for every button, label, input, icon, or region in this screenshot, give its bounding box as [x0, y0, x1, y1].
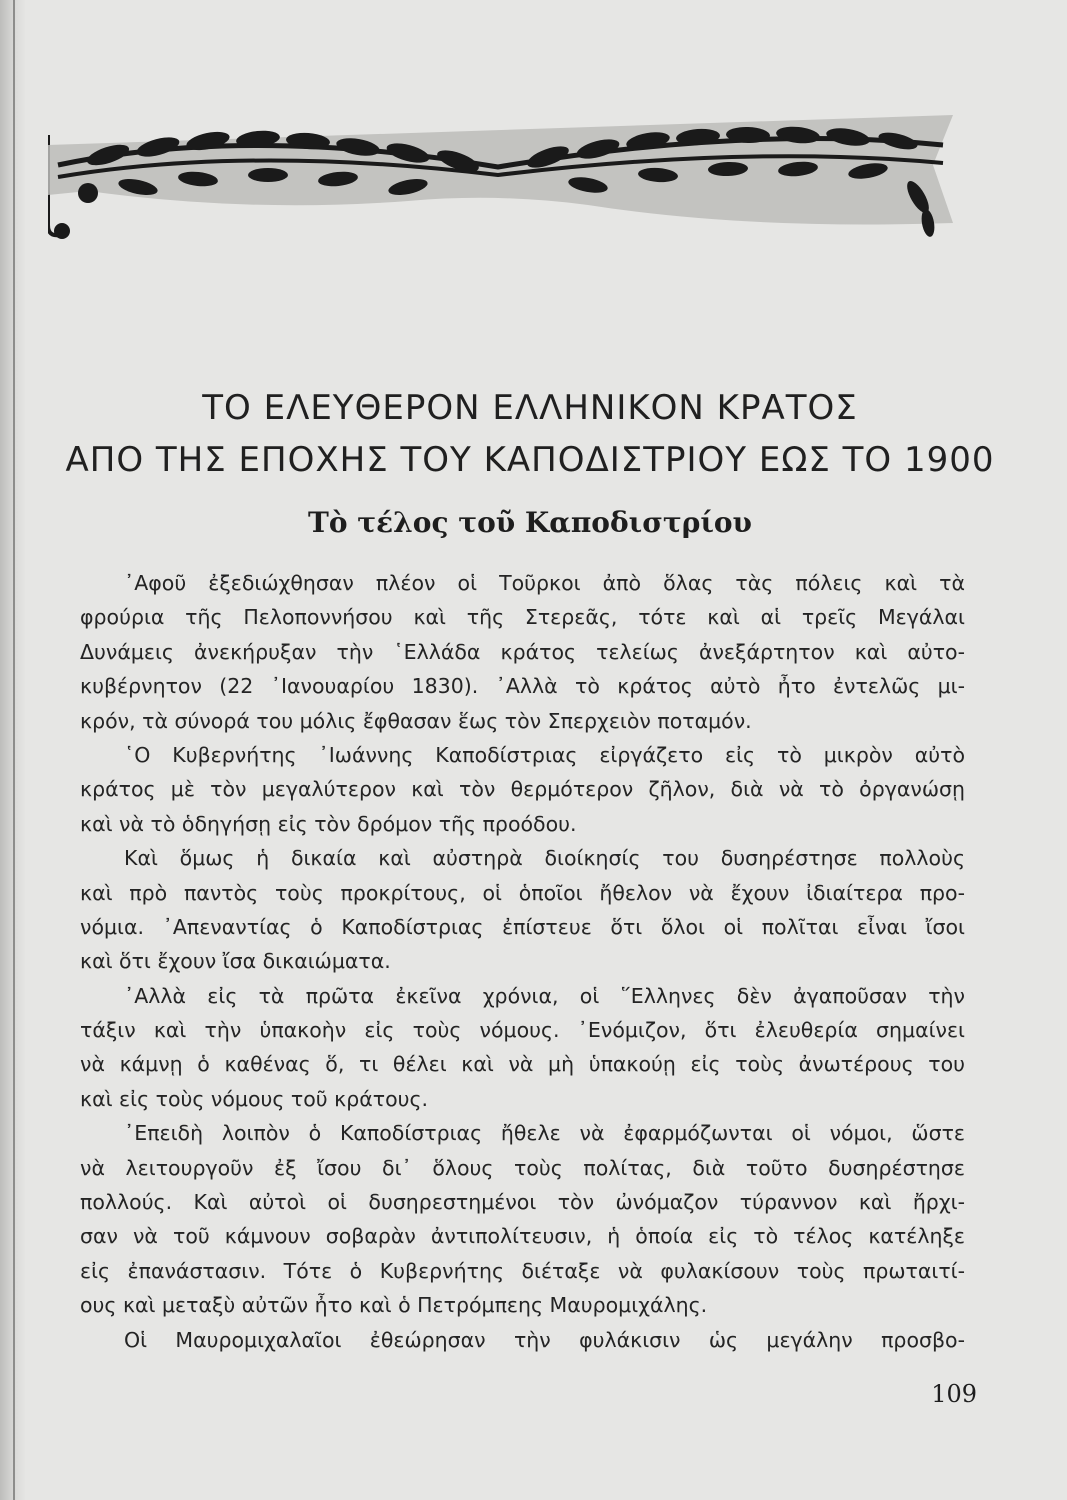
- chapter-title-line-1: ΤΟ ΕΛΕΥΘΕΡΟΝ ΕΛΛΗΝΙΚΟΝ ΚΡΑΤΟΣ: [202, 388, 858, 428]
- text-line: νὰ κάμνῃ ὁ καθένας ὅ, τι θέλει καὶ νὰ μὴ ὑπακούῃ εἰς τοὺς ἀνωτέρους του: [80, 1052, 965, 1077]
- text-line: κράτος μὲ τὸν μεγαλύτερον καὶ τὸν θερμότερον ζῆλον, διὰ νὰ τὸ ὀργανώσῃ: [80, 777, 965, 802]
- section-subtitle: Τὸ τέλος τοῦ Καποδιστρίου: [308, 506, 752, 539]
- body-text: [80, 566, 965, 1357]
- text-line: εἰς ἐπανάστασιν. Τότε ὁ Κυβερνήτης διέταξε νὰ φυλακίσουν τοὺς πρωταιτί-: [80, 1258, 965, 1283]
- binding-line: [13, 0, 15, 1500]
- text-line: Δυνάμεις ἀνεκήρυξαν τὴν ῾Ελλάδα κράτος τελείως ἀνεξάρτητον καὶ αὐτο-: [80, 639, 965, 664]
- text-line: Καὶ ὅμως ἡ δικαία καὶ αὐστηρὰ διοίκησίς του δυσηρέστησε πολλοὺς: [124, 846, 965, 871]
- text-line: σαν νὰ τοῦ κάμνουν σοβαρὰν ἀντιπολίτευσιν, ἡ ὁποία εἰς τὸ τέλος κατέληξε: [80, 1224, 965, 1249]
- text-line: Οἱ Μαυρομιχαλαῖοι ἐθεώρησαν τὴν φυλάκισιν ὡς μεγάλην προσβο-: [124, 1327, 965, 1352]
- text-line: ᾿Αφοῦ ἐξεδιώχθησαν πλέον οἱ Τοῦρκοι ἀπὸ ὅλας τὰς πόλεις καὶ τὰ: [124, 571, 965, 595]
- text-line: ους καὶ μεταξὺ αὐτῶν ἦτο καὶ ὁ Πετρόμπεης Μαυρομιχάλης.: [80, 1293, 708, 1318]
- text-line: ᾿Επειδὴ λοιπὸν ὁ Καποδίστριας ἤθελε νὰ ἐφαρμόζωνται οἱ νόμοι, ὥστε: [124, 1121, 965, 1146]
- text-line: καὶ πρὸ παντὸς τοὺς προκρίτους, οἱ ὁποῖοι ἤθελον νὰ ἔχουν ἰδιαίτερα προ-: [80, 880, 965, 905]
- text-line: νόμια. ᾿Απεναντίας ὁ Καποδίστριας ἐπίστευε ὅτι ὅλοι οἱ πολῖται εἶναι ἴσοι: [80, 914, 965, 939]
- text-line: καὶ νὰ τὸ ὁδηγήσῃ εἰς τὸν δρόμον τῆς προόδου.: [80, 811, 577, 836]
- text-line: κυβέρνητον (22 ᾿Ιανουαρίου 1830). ᾿Αλλὰ τὸ κράτος αὐτὸ ἦτο ἐντελῶς μι-: [80, 674, 965, 699]
- text-line: ᾿Αλλὰ εἰς τὰ πρῶτα ἐκεῖνα χρόνια, οἱ ῞Ελληνες δὲν ἀγαποῦσαν τὴν: [124, 983, 965, 1008]
- text-line: νὰ λειτουργοῦν ἐξ ἴσου δι᾿ ὅλους τοὺς πολίτας, διὰ τοῦτο δυσηρέστησε: [80, 1155, 965, 1180]
- text-line: πολλούς. Καὶ αὐτοὶ οἱ δυσηρεστημένοι τὸν ὠνόμαζον τύραννον καὶ ἤρχι-: [80, 1190, 965, 1215]
- text-line: ῾Ο Κυβερνήτης ᾿Ιωάννης Καποδίστριας εἰργάζετο εἰς τὸ μικρὸν αὐτὸ: [124, 742, 965, 767]
- text-line: φρούρια τῆς Πελοποννήσου καὶ τῆς Στερεᾶς, τότε καὶ αἱ τρεῖς Μεγάλαι: [80, 605, 965, 630]
- chapter-title-line-2: ΑΠΟ ΤΗΣ ΕΠΟΧΗΣ ΤΟΥ ΚΑΠΟΔΙΣΤΡΙΟΥ ΕΩΣ ΤΟ 1900: [65, 440, 995, 480]
- laurel-ornament: [48, 105, 953, 245]
- text-line: καὶ εἰς τοὺς νόμους τοῦ κράτους.: [80, 1086, 429, 1111]
- text-line: κρόν, τὰ σύνορά του μόλις ἔφθασαν ἕως τὸν Σπερχειὸν ποταμόν.: [80, 708, 752, 733]
- page-number: 109: [931, 1380, 977, 1408]
- text-line: τάξιν καὶ τὴν ὑπακοὴν εἰς τοὺς νόμους. ᾿Ενόμιζον, ὅτι ἐλευθερία σημαίνει: [80, 1018, 965, 1043]
- text-line: καὶ ὅτι ἔχουν ἴσα δικαιώματα.: [80, 949, 391, 974]
